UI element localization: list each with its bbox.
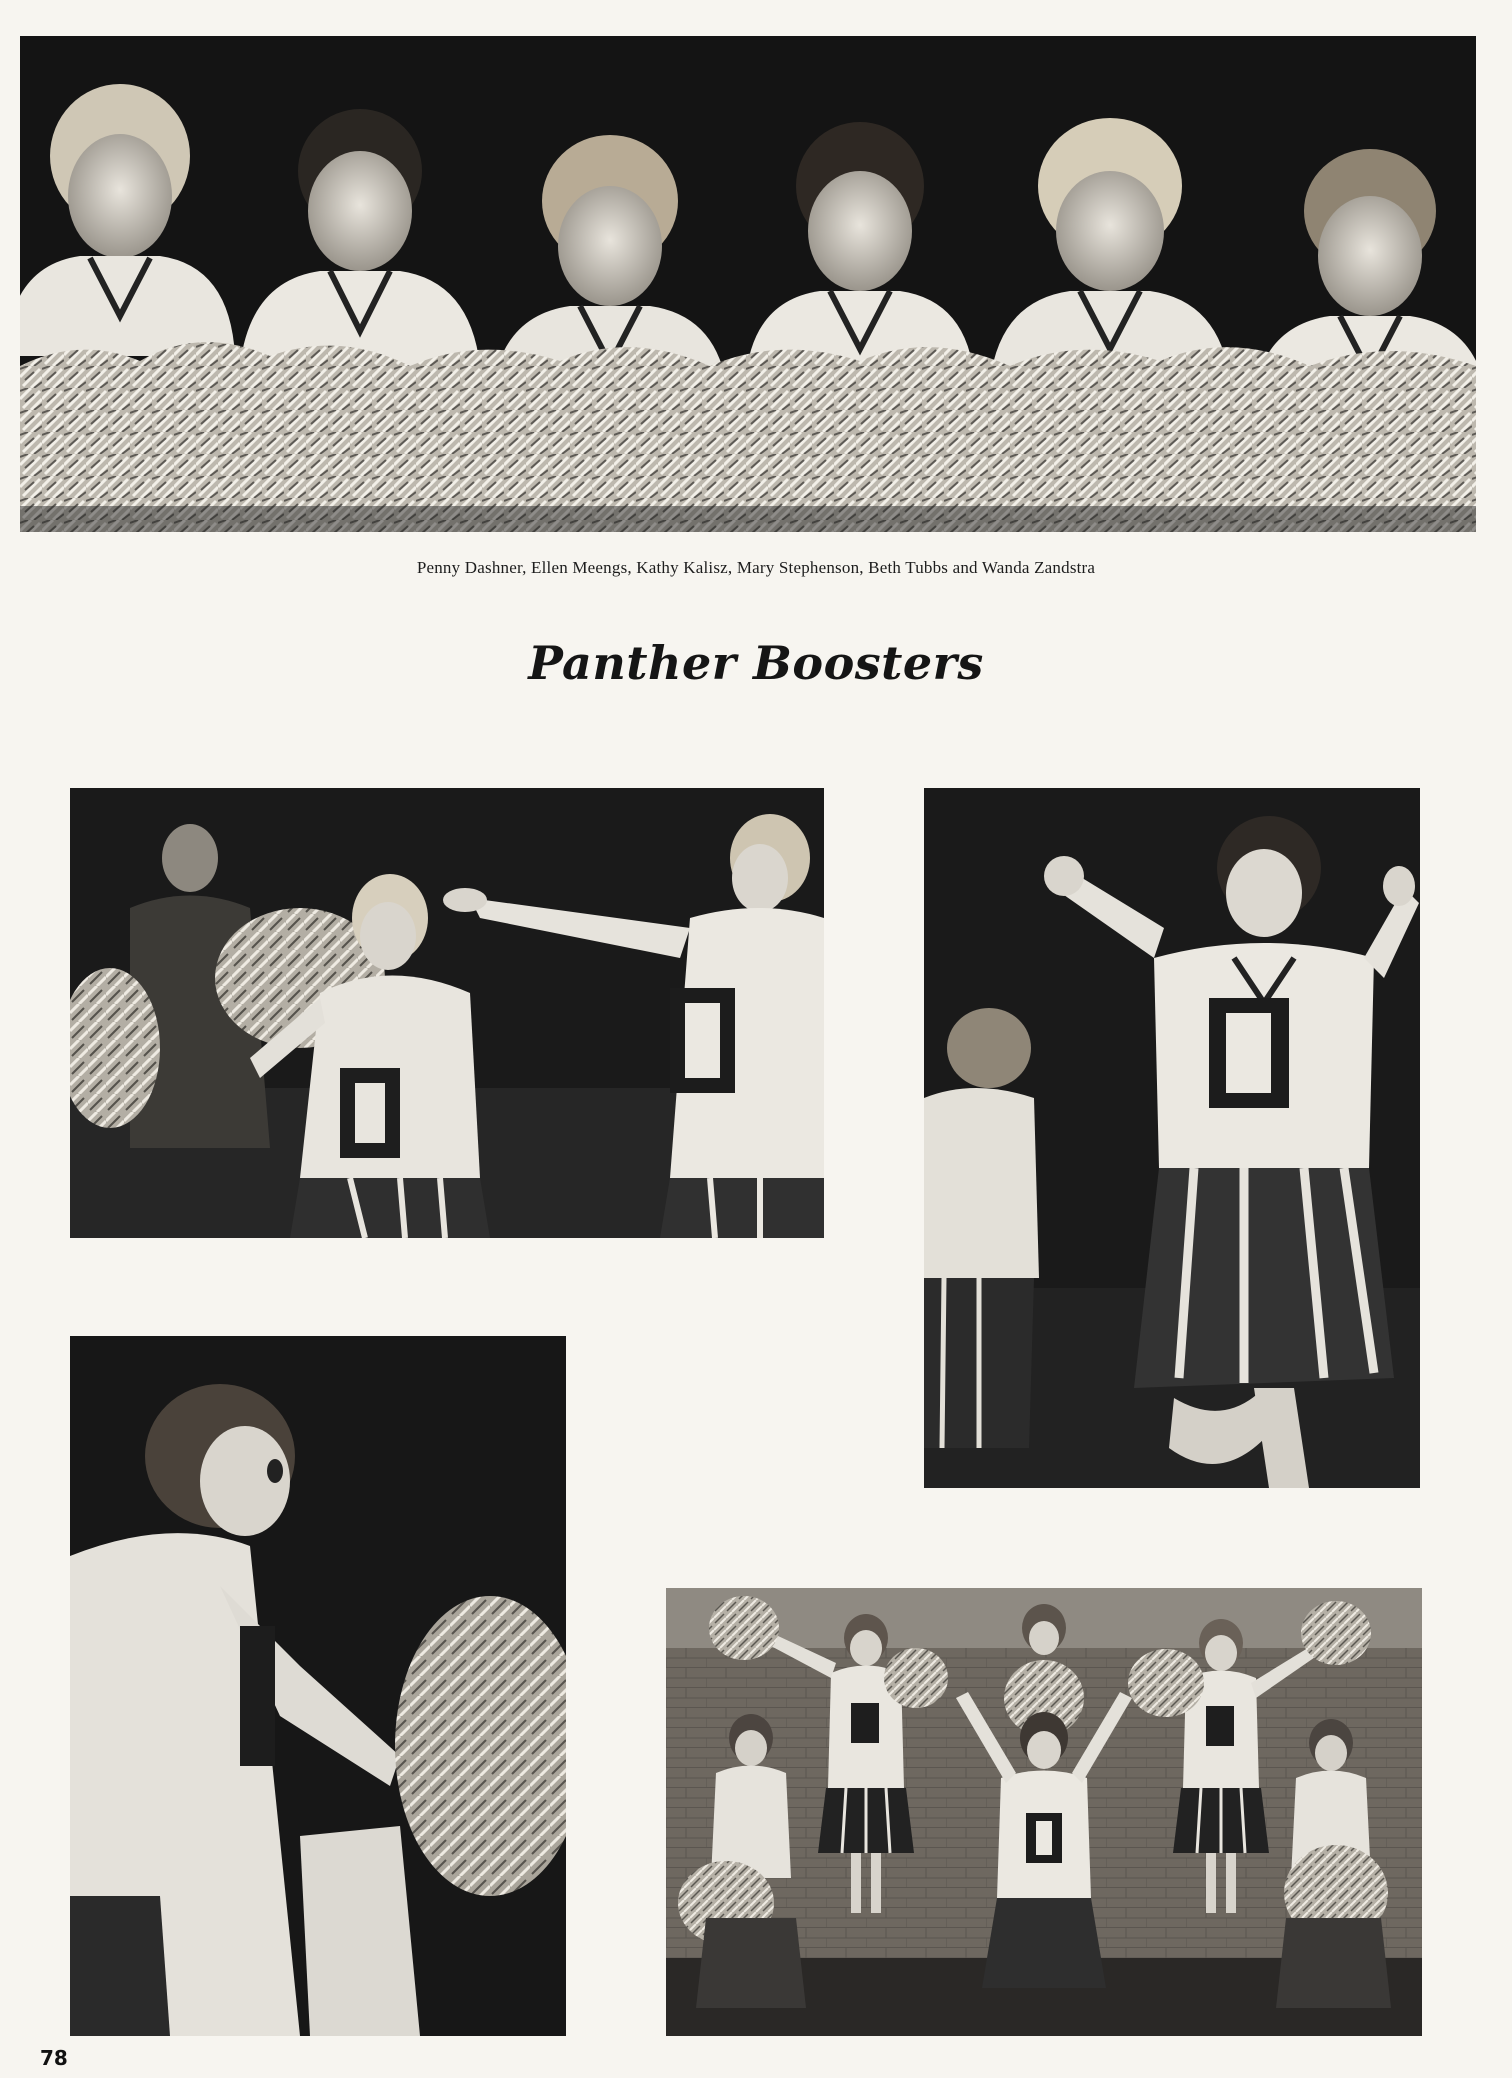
jumping-cheerleader-photo bbox=[924, 788, 1420, 1488]
photo-caption: Penny Dashner, Ellen Meengs, Kathy Kalisz, Mary Stephenson, Beth Tubbs and Wanda Zandstra bbox=[416, 558, 1096, 577]
cheering-action-photo bbox=[70, 788, 824, 1238]
cheerleaders-group-photo bbox=[20, 36, 1476, 532]
page-title: Panther Boosters bbox=[528, 636, 984, 690]
squad-formation-photo bbox=[666, 1588, 1422, 2036]
shouting-cheerleader-photo bbox=[70, 1336, 566, 2036]
page-number: 78 bbox=[40, 2046, 68, 2070]
